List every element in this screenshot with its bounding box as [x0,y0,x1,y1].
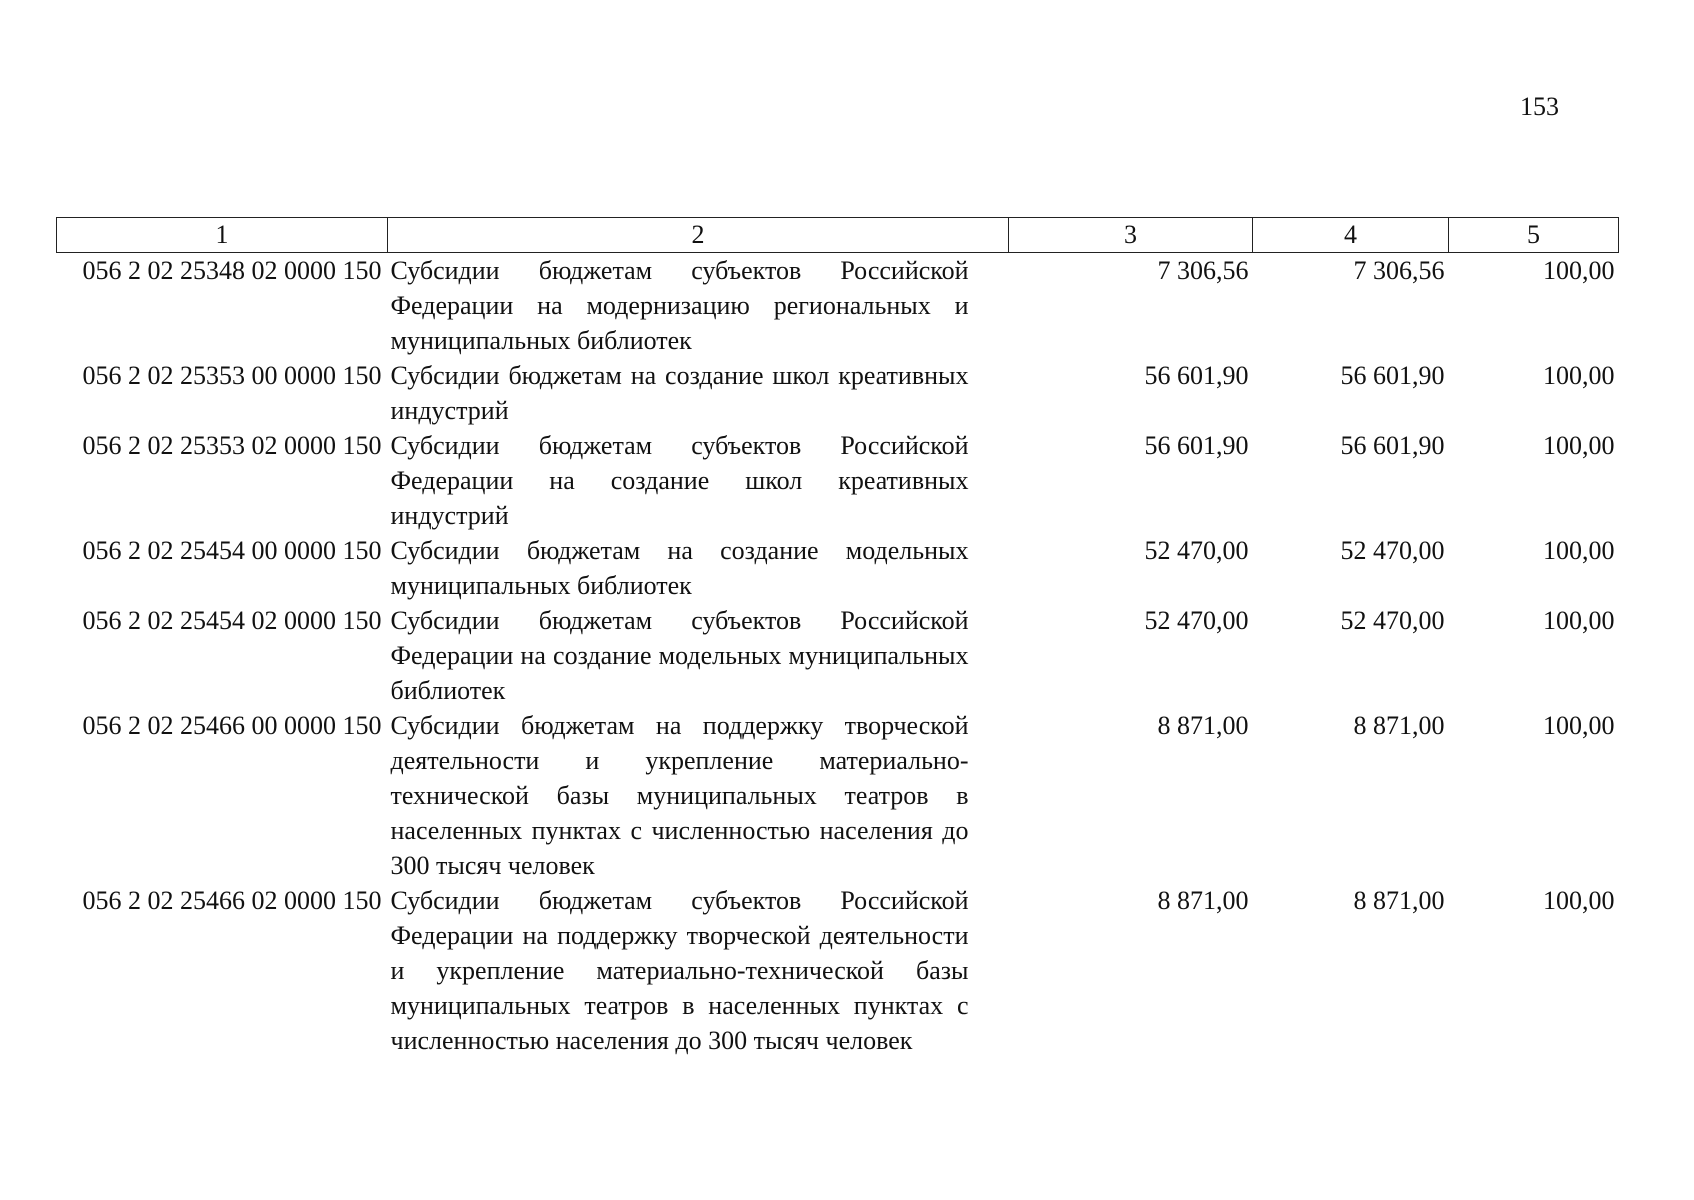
budget-code: 056 2 02 25348 02 0000 150 [82,256,382,285]
page-number: 153 [1520,92,1559,121]
table-header [57,218,1619,253]
table-row [57,428,1619,533]
row-description: Субсидии бюджетам субъектов Российской Федерации на создание модельных муниципальных библиотек [390,606,969,705]
header-col-4: 4 [1253,218,1449,253]
value-col-5: 100,00 [1543,606,1615,635]
budget-code: 056 2 02 25353 02 0000 150 [82,431,382,460]
budget-code: 056 2 02 25353 00 0000 150 [82,361,382,390]
value-col-4: 52 470,00 [1340,606,1445,635]
value-col-4: 56 601,90 [1340,361,1445,390]
table-body [57,253,1619,1059]
row-description: Субсидии бюджетам на создание модельных муниципальных библиотек [390,536,969,600]
value-col-5: 100,00 [1543,361,1615,390]
value-col-3: 52 470,00 [1144,606,1249,635]
table-row [57,708,1619,883]
value-col-3: 56 601,90 [1144,361,1249,390]
value-col-5: 100,00 [1543,536,1615,565]
value-col-4: 8 871,00 [1353,886,1445,915]
row-description: Субсидии бюджетам субъектов Российской Федерации на модернизацию региональных и муниципальных библиотек [390,256,969,355]
budget-code: 056 2 02 25466 02 0000 150 [82,886,382,915]
row-description: Субсидии бюджетам субъектов Российской Федерации на поддержку творческой деятельности и укрепление материально-технической базы муниципальных театров в населенных пунктах с численностью населения до 300 тысяч человек [390,886,969,1055]
table-row [57,533,1619,603]
table-row [57,253,1619,359]
value-col-5: 100,00 [1543,256,1615,285]
value-col-5: 100,00 [1543,431,1615,460]
value-col-3: 7 306,56 [1157,256,1249,285]
table-row [57,603,1619,708]
row-description: Субсидии бюджетам субъектов Российской Федерации на создание школ креативных индустрий [390,431,969,530]
value-col-4: 8 871,00 [1353,711,1445,740]
value-col-4: 56 601,90 [1340,431,1445,460]
table-row [57,883,1619,1058]
budget-code: 056 2 02 25454 02 0000 150 [82,606,382,635]
header-row [57,218,1619,253]
value-col-4: 52 470,00 [1340,536,1445,565]
header-col-1: 1 [57,218,388,253]
value-col-5: 100,00 [1543,711,1615,740]
budget-code: 056 2 02 25466 00 0000 150 [82,711,382,740]
value-col-5: 100,00 [1543,886,1615,915]
row-description: Субсидии бюджетам на поддержку творческой деятельности и укрепление материально-технической базы муниципальных театров в населенных пунктах с численностью населения до 300 тысяч человек [390,711,969,880]
value-col-3: 8 871,00 [1157,711,1249,740]
value-col-4: 7 306,56 [1353,256,1445,285]
table-row [57,358,1619,428]
value-col-3: 52 470,00 [1144,536,1249,565]
header-col-5: 5 [1449,218,1619,253]
budget-table [56,217,1619,1058]
header-col-2: 2 [388,218,1009,253]
budget-code: 056 2 02 25454 00 0000 150 [82,536,382,565]
header-col-3: 3 [1009,218,1253,253]
value-col-3: 56 601,90 [1144,431,1249,460]
value-col-3: 8 871,00 [1157,886,1249,915]
row-description: Субсидии бюджетам на создание школ креативных индустрий [390,361,969,425]
